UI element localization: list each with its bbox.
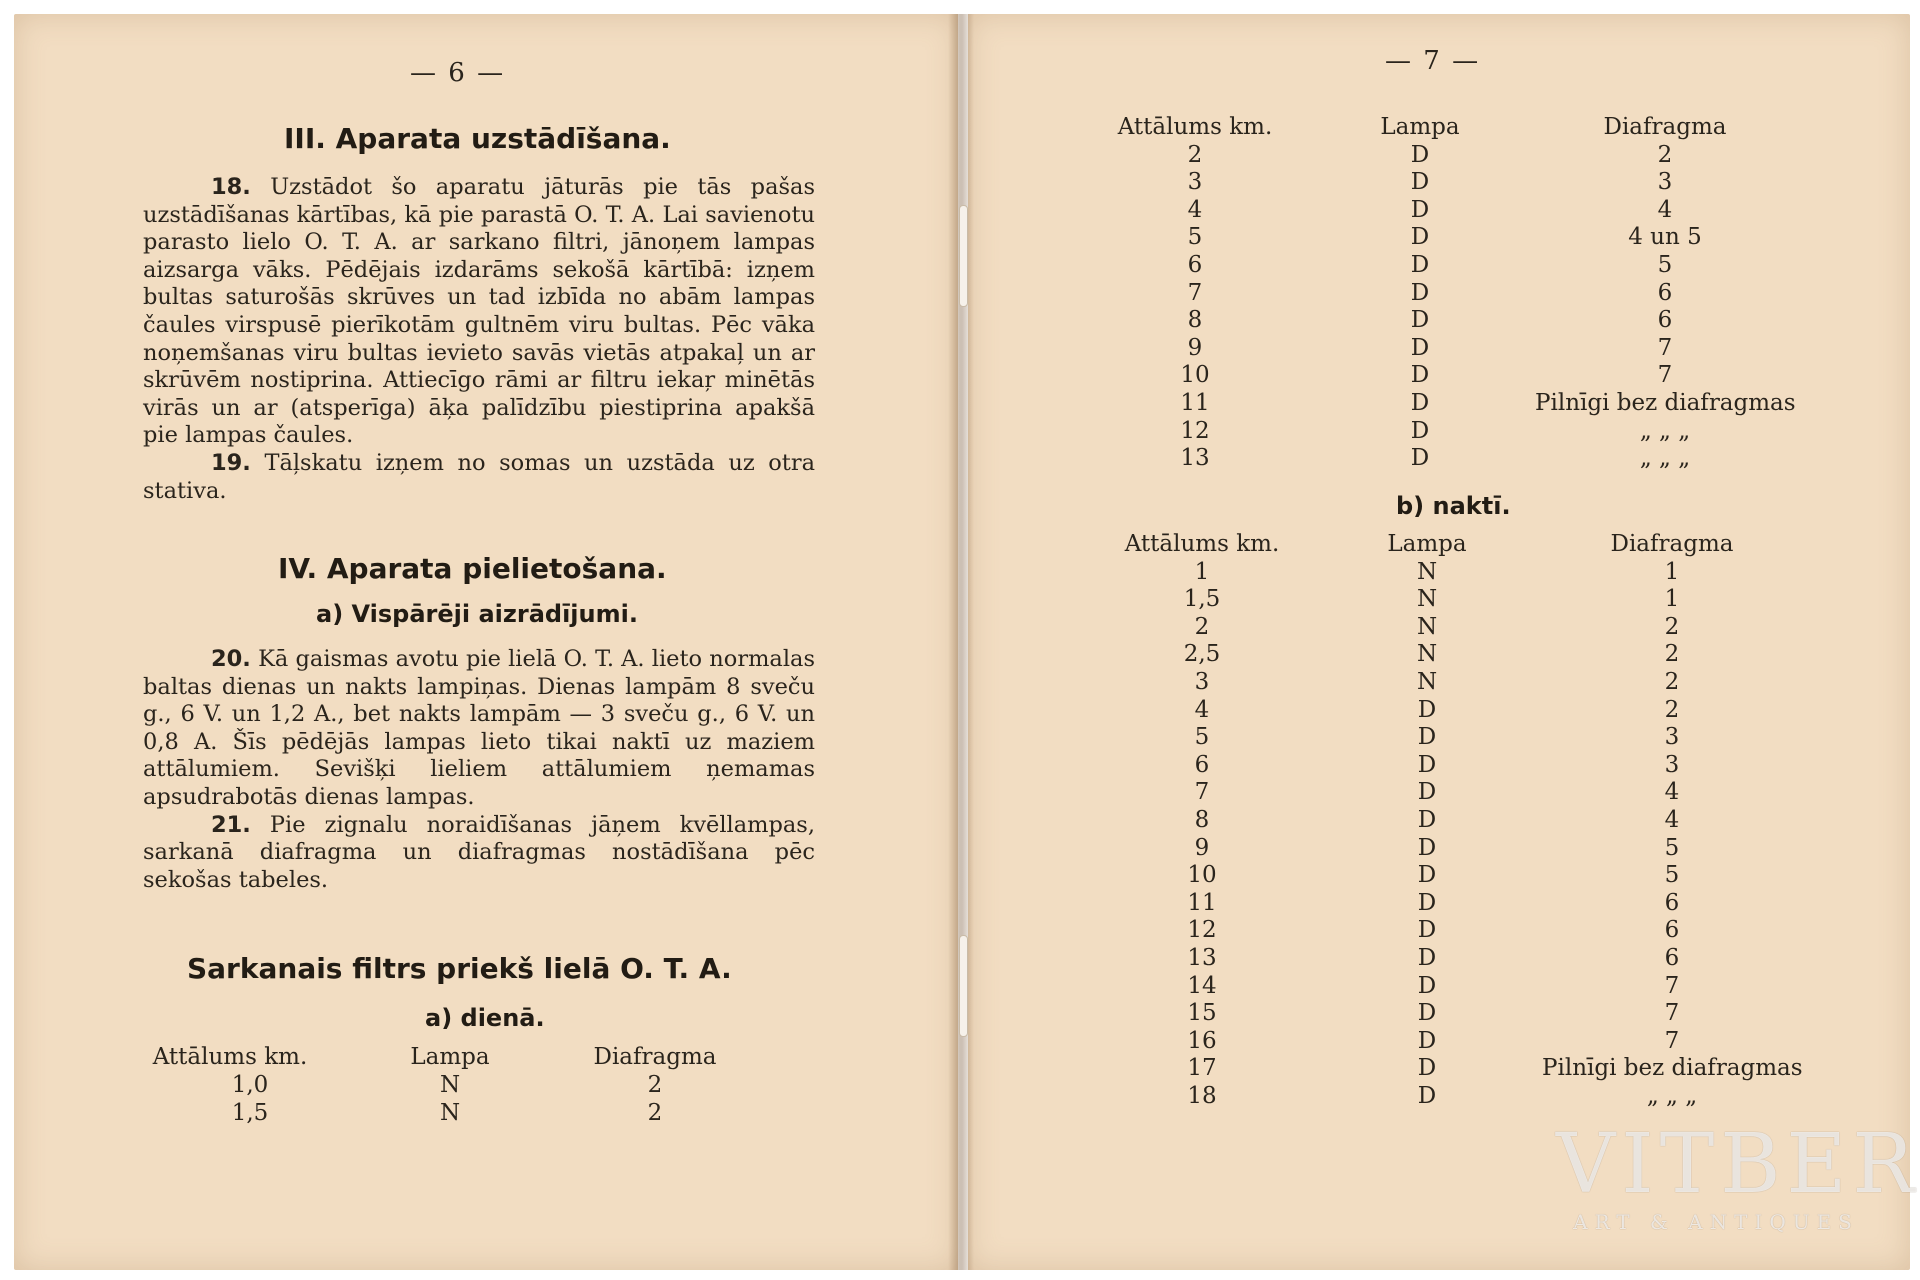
diaphragm-cell: Pilnīgi bez diafragmas: [1542, 1055, 1803, 1082]
lamp-cell: D: [1417, 972, 1437, 999]
distance-cell: 10: [1180, 362, 1210, 389]
lamp-cell: D: [1417, 945, 1437, 971]
distance-cell: 6: [1194, 751, 1210, 778]
red-filter-title: Sarkanais filtrs priekš lielā O. T. A.: [187, 952, 732, 985]
watermark-tagline: ART & ANTIQUES: [1573, 1210, 1859, 1234]
paragraph-21-text: Pie zignalu noraidīšanas jāņem kvēllampas, sarkanā diafragma un diafragmas nostādīšana pēc sekošas tabeles.: [143, 811, 816, 893]
diaphragm-cell: 4 un 5: [1628, 224, 1702, 251]
lamp-cell: D: [1417, 696, 1437, 723]
distance-cell: 1: [1194, 558, 1210, 585]
distance-cell: 4: [1187, 196, 1203, 223]
diaphragm-cell: 4: [1664, 779, 1680, 806]
diaphragm-cell: 3: [1664, 751, 1680, 778]
distance-cell: 3: [1194, 669, 1210, 695]
paragraph-20: [143, 646, 815, 894]
lamp-cell: N: [1416, 669, 1438, 695]
diaphragm-cell: 7: [1657, 362, 1673, 389]
distance-cell: 18: [1187, 1083, 1217, 1109]
diaphragm-cell: 5: [1664, 834, 1680, 861]
paragraph-20-text: Kā gaismas avotu pie lielā O. T. A. lieto normalas baltas dienas un nakts lampiņas. Dienas lampām 8 sveču g., 6 V. un 1,2 A., bet nakts lampām — 3 sveču g., 6 V. un 0,8 A. Šīs pēdējās lampas lieto tikai naktī uz maziem attālumiem. Sevišķi lieliem attālumiem ņemamas apsudrabotās dienas lampas.: [143, 646, 815, 810]
distance-cell: 3: [1187, 169, 1203, 196]
distance-cell: 12: [1180, 417, 1210, 444]
lamp-cell: N: [1416, 641, 1438, 668]
diaphragm-cell: 6: [1664, 945, 1680, 971]
diaphragm-cell: 3: [1664, 724, 1680, 751]
distance-cell: 17: [1187, 1055, 1217, 1082]
distance-cell: 2,5: [1183, 641, 1221, 668]
diaphragm-cell: 2: [1664, 696, 1680, 723]
diaphragm-cell: Pilnīgi bez diafragmas: [1535, 390, 1796, 416]
lamp-cell: D: [1417, 751, 1437, 778]
lamp-cell: D: [1410, 169, 1430, 196]
distance-cell: 9: [1194, 834, 1210, 861]
lamp-cell: D: [1410, 196, 1430, 223]
header-distance: Attālums km.: [1117, 114, 1273, 140]
diaphragm-cell: „ „ „: [1639, 445, 1691, 472]
distance-cell: 8: [1194, 807, 1210, 833]
distance-cell: 1,0: [231, 1072, 269, 1098]
paragraph-21-number: 21.: [211, 811, 251, 838]
lamp-cell: D: [1410, 141, 1430, 168]
diaphragm-cell: 1: [1664, 558, 1680, 585]
lamp-cell: D: [1410, 390, 1430, 416]
diaphragm-cell: „ „ „: [1639, 417, 1691, 444]
diaphragm-cell: „ „ „: [1646, 1083, 1698, 1109]
diaphragm-cell: 2: [647, 1100, 663, 1126]
distance-cell: 12: [1187, 917, 1217, 944]
lamp-cell: D: [1417, 1000, 1437, 1027]
distance-cell: 15: [1187, 1000, 1217, 1027]
paragraph-18-number: 18.: [211, 174, 251, 200]
diaphragm-cell: 5: [1664, 862, 1680, 889]
diaphragm-cell: 6: [1657, 307, 1673, 334]
header-diaphragm: Diafragma: [1610, 531, 1734, 557]
diaphragm-cell: 1: [1664, 586, 1680, 613]
lamp-cell: N: [1416, 613, 1438, 640]
lamp-cell: D: [1410, 224, 1430, 251]
lamp-cell: D: [1410, 417, 1430, 444]
paragraph-18: [143, 174, 815, 505]
lamp-cell: D: [1417, 862, 1437, 889]
night-title: b) naktī.: [1396, 492, 1511, 520]
distance-cell: 1,5: [231, 1100, 269, 1126]
distance-cell: 2: [1194, 613, 1210, 640]
header-distance: Attālums km.: [152, 1044, 308, 1070]
book-gutter: [948, 14, 974, 1270]
header-lamp: Lampa: [410, 1044, 490, 1070]
distance-cell: 7: [1194, 779, 1210, 806]
paragraph-19-text: Tāļskatu izņem no somas un uzstāda uz otra stativa.: [143, 449, 816, 504]
day-title-left: a) dienā.: [425, 1004, 545, 1032]
page-number-right: — 7 —: [1385, 46, 1481, 76]
lamp-cell: D: [1410, 445, 1430, 472]
watermark-brand: VITBER: [1556, 1117, 1920, 1212]
diaphragm-cell: 4: [1657, 196, 1673, 223]
diaphragm-cell: 2: [1664, 669, 1680, 695]
distance-cell: 13: [1180, 445, 1210, 472]
page-number-left: — 6 —: [410, 58, 506, 88]
lamp-cell: N: [1416, 558, 1438, 585]
distance-cell: 11: [1187, 889, 1217, 916]
distance-cell: 10: [1187, 862, 1217, 889]
lamp-cell: D: [1417, 779, 1437, 806]
lamp-cell: N: [1416, 586, 1438, 613]
diaphragm-cell: 7: [1664, 972, 1680, 999]
distance-cell: 5: [1187, 224, 1203, 251]
distance-cell: 14: [1187, 972, 1217, 999]
lamp-cell: D: [1410, 334, 1430, 361]
distance-cell: 9: [1187, 334, 1203, 361]
lamp-cell: D: [1417, 1083, 1437, 1109]
distance-cell: 16: [1187, 1027, 1217, 1054]
paragraph-18-text: Uzstādot šo aparatu jāturās pie tās pašas uzstādīšanas kārtības, kā pie parastā O. T. A. Lai savienotu parasto lielo O. T. A. ar sarkano filtri, jānoņem lampas aizsarga vāks. Pēdējais izdarāms sekošā kārtībā: izņem bultas saturošās skrūves un tad izbīda no abām lampas čaules virspusē pierīkotām gultnēm viru bultas. Pēc vāka noņemšanas viru bultas ievieto savās vietās atpakaļ un ar skrūvēm nostiprina. Attiecīgo rāmi ar filtru iekaŗ minētās virās un ar (atsperīga) āķa palīdzību piestiprina apakšā pie lampas čaules.: [143, 174, 816, 449]
diaphragm-cell: 6: [1664, 889, 1680, 916]
section4-title: IV. Aparata pielietošana.: [278, 552, 667, 585]
diaphragm-cell: 7: [1657, 334, 1673, 361]
diaphragm-cell: 7: [1664, 1027, 1680, 1054]
distance-cell: 5: [1194, 724, 1210, 751]
diaphragm-cell: 2: [1664, 641, 1680, 668]
diaphragm-cell: 5: [1657, 252, 1673, 278]
lamp-cell: D: [1410, 307, 1430, 334]
distance-cell: 4: [1194, 696, 1210, 723]
lamp-cell: D: [1410, 252, 1430, 278]
header-distance: Attālums km.: [1124, 531, 1280, 557]
distance-cell: 8: [1187, 307, 1203, 334]
distance-cell: 11: [1180, 390, 1210, 416]
diaphragm-cell: 3: [1657, 169, 1673, 196]
section3-title: III. Aparata uzstādīšana.: [284, 122, 671, 155]
diaphragm-cell: 2: [1664, 613, 1680, 640]
distance-cell: 2: [1187, 141, 1203, 168]
distance-cell: 13: [1187, 945, 1217, 971]
lamp-cell: D: [1410, 362, 1430, 389]
diaphragm-cell: 4: [1664, 807, 1680, 833]
lamp-cell: D: [1417, 917, 1437, 944]
header-lamp: Lampa: [1380, 114, 1460, 140]
lamp-cell: D: [1410, 279, 1430, 306]
lamp-cell: D: [1417, 1027, 1437, 1054]
lamp-cell: N: [439, 1100, 461, 1126]
distance-cell: 7: [1187, 279, 1203, 306]
staple-top: [959, 205, 968, 307]
header-lamp: Lampa: [1387, 531, 1467, 557]
diaphragm-cell: 2: [1657, 141, 1673, 168]
lamp-cell: D: [1417, 1055, 1437, 1082]
paragraph-20-number: 20.: [211, 646, 251, 672]
lamp-cell: D: [1417, 834, 1437, 861]
distance-cell: 6: [1187, 252, 1203, 278]
distance-cell: 1,5: [1183, 586, 1221, 613]
lamp-cell: N: [439, 1072, 461, 1098]
subsection-a-title: a) Vispārēji aizrādījumi.: [316, 600, 638, 628]
lamp-cell: D: [1417, 807, 1437, 833]
paragraph-19-number: 19.: [211, 449, 251, 476]
header-diaphragm: Diafragma: [1603, 114, 1727, 140]
lamp-cell: D: [1417, 889, 1437, 916]
vitber-watermark: [1556, 1117, 1920, 1234]
diaphragm-cell: 6: [1664, 917, 1680, 944]
diaphragm-cell: 7: [1664, 1000, 1680, 1027]
lamp-cell: D: [1417, 724, 1437, 751]
diaphragm-cell: 2: [647, 1072, 663, 1098]
staple-bottom: [959, 935, 968, 1037]
header-diaphragm: Diafragma: [593, 1044, 717, 1070]
diaphragm-cell: 6: [1657, 279, 1673, 306]
